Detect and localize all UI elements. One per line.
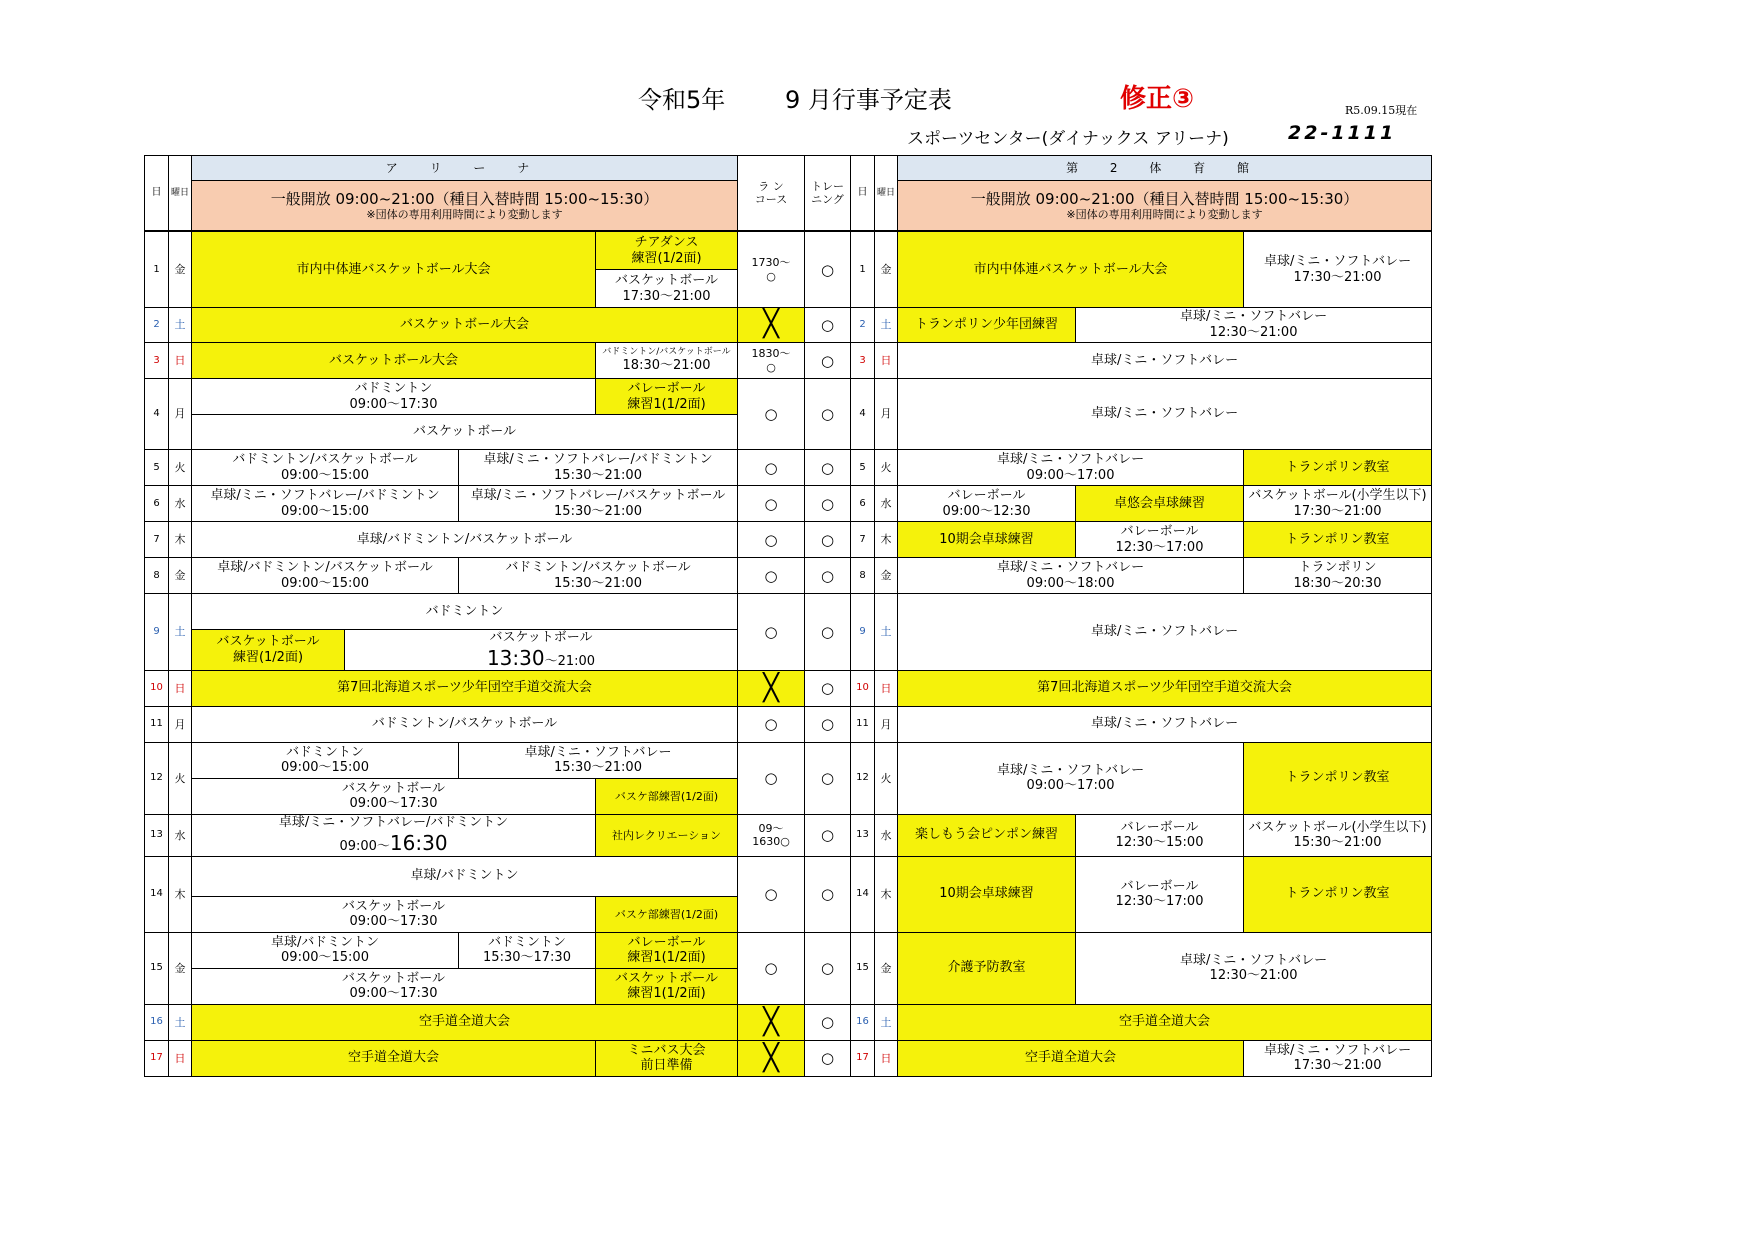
gym2-event: 卓球/ミニ・ソフトバレー 09:00～17:00 <box>898 450 1244 486</box>
arena-event <box>596 343 738 379</box>
weekday: 火 <box>169 450 192 486</box>
weekday: 金 <box>875 232 898 308</box>
title-era: 令和5年 <box>638 86 726 114</box>
weekday: 土 <box>169 594 192 671</box>
weekday: 土 <box>875 594 898 671</box>
gym2-event: トランポリン 18:30～20:30 <box>1244 558 1432 594</box>
gym2-event: バレーボール 12:30～17:00 <box>1076 856 1244 932</box>
day-number: 5 <box>851 450 875 486</box>
open-hours-line: 一般開放 09:00~21:00（種目入替時間 15:00~15:30） <box>970 189 1359 208</box>
header-day: 日 <box>145 156 169 231</box>
gym2-event: 卓球/ミニ・ソフトバレー 17:30～21:00 <box>1244 1040 1432 1076</box>
arena-event: バドミントン/バスケットボール 15:30～21:00 <box>459 558 738 594</box>
day-number: 7 <box>851 522 875 558</box>
arena-event: バスケットボール大会 <box>192 343 596 379</box>
day-number: 16 <box>145 1004 169 1040</box>
arena-event: バレーボール 練習1(1/2面) <box>596 379 738 415</box>
facility-name: スポーツセンター(ダイナックス アリーナ) <box>907 129 1229 149</box>
arena-event: ミニバス大会 前日準備 <box>596 1040 738 1076</box>
gym2-event: トランポリン教室 <box>1244 522 1432 558</box>
arena-event: 卓球/バドミントン/バスケットボール 09:00～15:00 <box>192 558 459 594</box>
facility-phone: 22-1111 <box>1288 122 1397 144</box>
training-status: ○ <box>805 856 851 932</box>
day-number: 17 <box>145 1040 169 1076</box>
weekday: 月 <box>169 379 192 450</box>
gym2-event: 10期会卓球練習 <box>898 522 1076 558</box>
day-number: 17 <box>851 1040 875 1076</box>
training-status: ○ <box>805 232 851 308</box>
gym2-event: 卓球/ミニ・ソフトバレー 12:30～21:00 <box>1076 932 1432 1004</box>
day-number: 10 <box>145 670 169 706</box>
run-course-status: ○ <box>738 932 805 1004</box>
day-number: 3 <box>145 343 169 379</box>
gym2-event: バレーボール 12:30～15:00 <box>1076 814 1244 856</box>
day-number: 9 <box>851 594 875 671</box>
gym2-event: 介護予防教室 <box>898 932 1076 1004</box>
run-course-status: ○ <box>738 486 805 522</box>
run-course-status: ╳ <box>738 1040 805 1076</box>
day-number: 3 <box>851 343 875 379</box>
arena-event: バスケットボール 練習(1/2面) <box>192 630 345 671</box>
training-status: ○ <box>805 814 851 856</box>
run-course-status: ○ <box>738 379 805 450</box>
weekday: 月 <box>875 379 898 450</box>
arena-event: バスケットボール 17:30～21:00 <box>596 270 738 308</box>
arena-event: バスケットボール <box>192 415 738 450</box>
gym2-open-hours <box>898 181 1432 231</box>
weekday: 金 <box>169 558 192 594</box>
arena-event: バドミントン <box>192 594 738 630</box>
day-number: 2 <box>851 308 875 343</box>
weekday: 土 <box>875 308 898 343</box>
arena-event: バドミントン 09:00～17:30 <box>192 379 596 415</box>
day-number: 8 <box>851 558 875 594</box>
arena-event: 卓球/バドミントン 09:00～15:00 <box>192 932 459 968</box>
run-course-status: ○ <box>738 522 805 558</box>
header-gym2: 第 2 体 育 館 <box>898 156 1432 181</box>
day-number: 9 <box>145 594 169 671</box>
training-status: ○ <box>805 594 851 671</box>
weekday: 木 <box>169 522 192 558</box>
training-status: ○ <box>805 1004 851 1040</box>
day-number: 12 <box>851 742 875 814</box>
gym2-event: 卓球/ミニ・ソフトバレー 09:00～17:00 <box>898 742 1244 814</box>
weekday: 日 <box>875 670 898 706</box>
gym2-event: 第7回北海道スポーツ少年団空手道交流大会 <box>898 670 1432 706</box>
arena-event: 市内中体連バスケットボール大会 <box>192 232 596 308</box>
arena-event: 卓球/ミニ・ソフトバレー/バドミントン 15:30～21:00 <box>459 450 738 486</box>
weekday: 日 <box>169 343 192 379</box>
gym2-event: 卓悠会卓球練習 <box>1076 486 1244 522</box>
event-time-end: 16:30 <box>389 830 448 855</box>
run-course-status: ╳ <box>738 308 805 343</box>
event-time-end: ～21:00 <box>544 653 596 669</box>
day-number: 10 <box>851 670 875 706</box>
gym2-event: 市内中体連バスケットボール大会 <box>898 232 1244 308</box>
training-status: ○ <box>805 670 851 706</box>
title-month: 9 月行事予定表 <box>785 86 952 114</box>
arena-event: 空手道全道大会 <box>192 1040 596 1076</box>
arena-event: バスケットボール 練習1(1/2面) <box>596 968 738 1004</box>
weekday: 日 <box>875 343 898 379</box>
day-number: 12 <box>145 742 169 814</box>
weekday: 日 <box>169 670 192 706</box>
gym2-event: 卓球/ミニ・ソフトバレー <box>898 343 1432 379</box>
weekday: 月 <box>169 706 192 742</box>
day-number: 13 <box>851 814 875 856</box>
training-status: ○ <box>805 706 851 742</box>
arena-event: バスケ部練習(1/2面) <box>596 896 738 932</box>
open-hours-line: 一般開放 09:00~21:00（種目入替時間 15:00~15:30） <box>270 189 659 208</box>
run-course-status: ╳ <box>738 1004 805 1040</box>
weekday: 木 <box>875 522 898 558</box>
day-number: 15 <box>851 932 875 1004</box>
weekday: 月 <box>875 706 898 742</box>
run-course-status: 09～ 1630○ <box>738 814 805 856</box>
weekday: 水 <box>169 814 192 856</box>
gym2-event: トランポリン教室 <box>1244 856 1432 932</box>
arena-event: 卓球/ミニ・ソフトバレー/バスケットボール 15:30～21:00 <box>459 486 738 522</box>
arena-event: 卓球/ミニ・ソフトバレー 15:30～21:00 <box>459 742 738 778</box>
day-number: 6 <box>851 486 875 522</box>
training-status: ○ <box>805 558 851 594</box>
day-number: 11 <box>145 706 169 742</box>
weekday: 日 <box>875 1040 898 1076</box>
day-number: 1 <box>145 232 169 308</box>
arena-event: バスケットボール大会 <box>192 308 738 343</box>
run-course-status: 1830～ ○ <box>738 343 805 379</box>
weekday: 日 <box>169 1040 192 1076</box>
weekday: 金 <box>875 558 898 594</box>
gym2-event: 卓球/ミニ・ソフトバレー <box>898 379 1432 450</box>
open-hours-note: ※団体の専用利用時間により変動します <box>1066 207 1263 221</box>
run-course-status: ○ <box>738 856 805 932</box>
gym2-event: 卓球/ミニ・ソフトバレー 09:00～18:00 <box>898 558 1244 594</box>
arena-event: 第7回北海道スポーツ少年団空手道交流大会 <box>192 670 738 706</box>
day-number: 2 <box>145 308 169 343</box>
arena-event: チアダンス 練習(1/2面) <box>596 232 738 270</box>
gym2-event: トランポリン少年団練習 <box>898 308 1076 343</box>
schedule-table <box>144 155 1432 1077</box>
gym2-event: トランポリン教室 <box>1244 742 1432 814</box>
weekday: 火 <box>169 742 192 814</box>
day-number: 14 <box>851 856 875 932</box>
run-course-status: ○ <box>738 558 805 594</box>
run-course-status: ○ <box>738 706 805 742</box>
weekday: 金 <box>169 232 192 308</box>
arena-event <box>345 630 738 671</box>
training-status: ○ <box>805 308 851 343</box>
arena-event: バスケ部練習(1/2面) <box>596 778 738 814</box>
arena-event: バドミントン/バスケットボール 09:00～15:00 <box>192 450 459 486</box>
arena-event: バドミントン 09:00～15:00 <box>192 742 459 778</box>
arena-event: 卓球/ミニ・ソフトバレー/バドミントン 09:00～15:00 <box>192 486 459 522</box>
day-number: 5 <box>145 450 169 486</box>
day-number: 7 <box>145 522 169 558</box>
gym2-event: トランポリン教室 <box>1244 450 1432 486</box>
day-number: 4 <box>851 379 875 450</box>
header-weekday: 曜日 <box>169 156 192 231</box>
event-time-start: 13:30 <box>486 645 545 670</box>
as-of-date: R5.09.15現在 <box>1345 104 1418 117</box>
event-sports: 卓球/ミニ・ソフトバレー/バドミントン <box>278 815 509 831</box>
gym2-event: バスケットボール(小学生以下) 15:30～21:00 <box>1244 814 1432 856</box>
weekday: 水 <box>875 486 898 522</box>
gym2-event: バレーボール 12:30～17:00 <box>1076 522 1244 558</box>
gym2-event: 空手道全道大会 <box>898 1004 1432 1040</box>
open-hours-note: ※団体の専用利用時間により変動します <box>366 207 563 221</box>
arena-event: 社内レクリエーション <box>596 814 738 856</box>
arena-event: バドミントン/バスケットボール <box>192 706 738 742</box>
gym2-event: 卓球/ミニ・ソフトバレー 12:30～21:00 <box>1076 308 1432 343</box>
arena-event: バレーボール 練習1(1/2面) <box>596 932 738 968</box>
day-number: 14 <box>145 856 169 932</box>
header-training: トレー ニング <box>805 156 851 231</box>
day-number: 1 <box>851 232 875 308</box>
run-course-status: ○ <box>738 594 805 671</box>
day-number: 15 <box>145 932 169 1004</box>
weekday: 火 <box>875 742 898 814</box>
weekday: 火 <box>875 450 898 486</box>
training-status: ○ <box>805 522 851 558</box>
run-course-status: ╳ <box>738 670 805 706</box>
arena-event: バスケットボール 09:00～17:30 <box>192 896 596 932</box>
gym2-event: 空手道全道大会 <box>898 1040 1244 1076</box>
day-number: 8 <box>145 558 169 594</box>
gym2-event: 卓球/ミニ・ソフトバレー 17:30～21:00 <box>1244 232 1432 308</box>
header-day: 日 <box>851 156 875 231</box>
arena-event: バスケットボール 09:00～17:30 <box>192 778 596 814</box>
training-status: ○ <box>805 343 851 379</box>
weekday: 水 <box>169 486 192 522</box>
weekday: 土 <box>169 1004 192 1040</box>
header-run-course: ラ ン コース <box>738 156 805 231</box>
arena-event: 卓球/バドミントン <box>192 856 738 896</box>
day-number: 13 <box>145 814 169 856</box>
weekday: 土 <box>875 1004 898 1040</box>
gym2-event: 卓球/ミニ・ソフトバレー <box>898 706 1432 742</box>
training-status: ○ <box>805 486 851 522</box>
training-status: ○ <box>805 932 851 1004</box>
arena-event: バスケットボール 09:00～17:30 <box>192 968 596 1004</box>
revision-label: 修正③ <box>1120 84 1195 114</box>
header-weekday: 曜日 <box>875 156 898 231</box>
gym2-event: 楽しもう会ピンポン練習 <box>898 814 1076 856</box>
day-number: 6 <box>145 486 169 522</box>
day-number: 4 <box>145 379 169 450</box>
weekday: 水 <box>875 814 898 856</box>
header-arena: ア リ ー ナ <box>192 156 738 181</box>
run-course-status: ○ <box>738 450 805 486</box>
weekday: 金 <box>875 932 898 1004</box>
arena-event: バドミントン 15:30～17:30 <box>459 932 596 968</box>
event-time: 18:30～21:00 <box>622 358 711 374</box>
arena-event: 卓球/バドミントン/バスケットボール <box>192 522 738 558</box>
training-status: ○ <box>805 742 851 814</box>
gym2-event: 10期会卓球練習 <box>898 856 1076 932</box>
training-status: ○ <box>805 379 851 450</box>
day-number: 16 <box>851 1004 875 1040</box>
weekday: 木 <box>875 856 898 932</box>
weekday: 土 <box>169 308 192 343</box>
run-course-status: 1730～ ○ <box>738 232 805 308</box>
arena-open-hours <box>192 181 738 231</box>
event-sports: バドミントン/バスケットボール <box>602 347 731 358</box>
gym2-event: バレーボール 09:00～12:30 <box>898 486 1076 522</box>
day-number: 11 <box>851 706 875 742</box>
event-sports: バスケットボール <box>489 630 593 645</box>
training-status: ○ <box>805 450 851 486</box>
gym2-event: バスケットボール(小学生以下) 17:30～21:00 <box>1244 486 1432 522</box>
weekday: 金 <box>169 932 192 1004</box>
weekday: 木 <box>169 856 192 932</box>
training-status: ○ <box>805 1040 851 1076</box>
run-course-status: ○ <box>738 742 805 814</box>
event-time-start: 09:00～ <box>339 838 390 854</box>
arena-event <box>192 814 596 856</box>
arena-event: 空手道全道大会 <box>192 1004 738 1040</box>
gym2-event: 卓球/ミニ・ソフトバレー <box>898 594 1432 671</box>
